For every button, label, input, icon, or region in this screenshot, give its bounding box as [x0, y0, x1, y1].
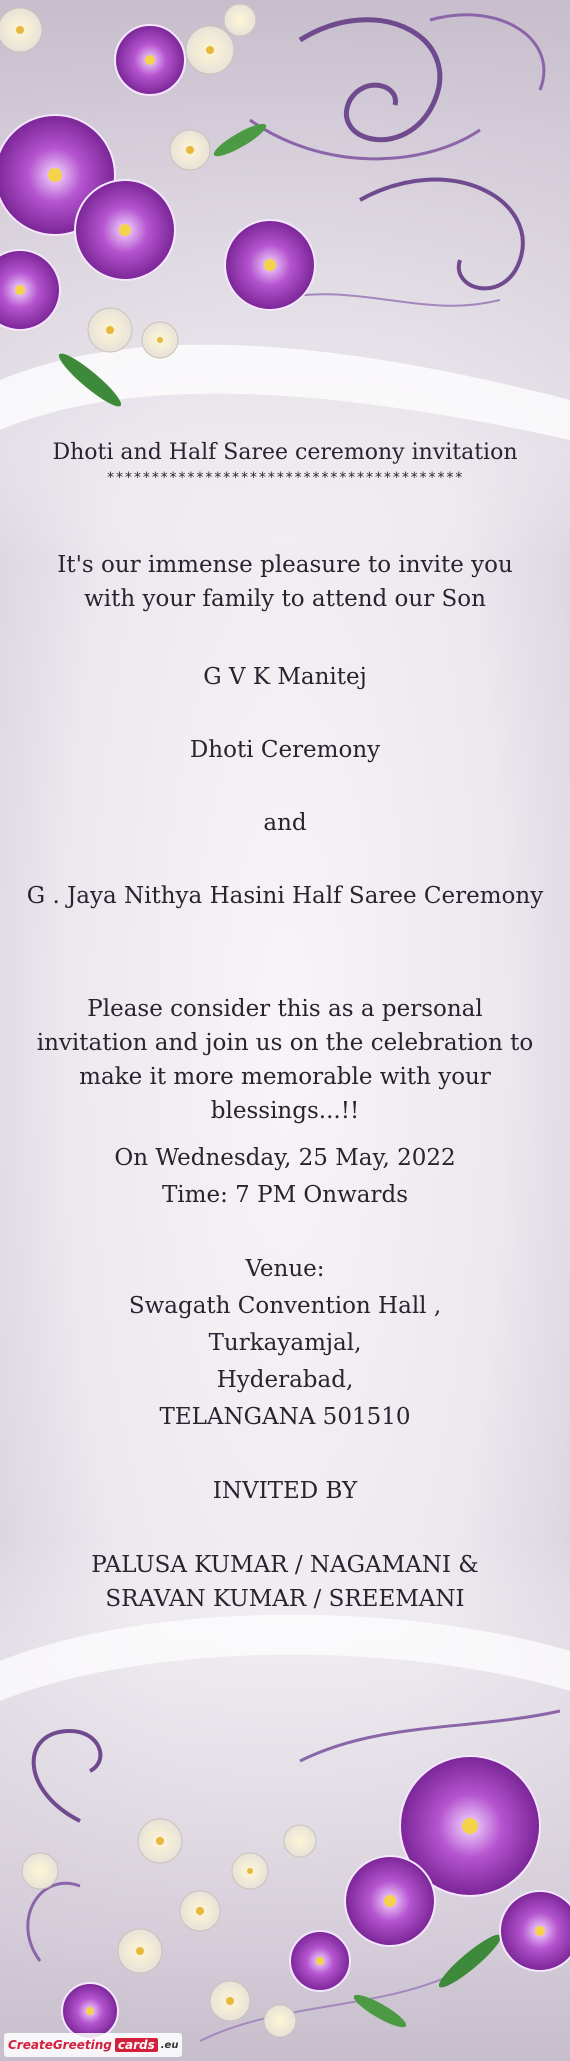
half-saree-ceremony-label: G . Jaya Nithya Hasini Half Saree Ceremony: [26, 883, 544, 909]
site-logo[interactable]: [4, 2033, 182, 2057]
floral-bottom-decoration: [0, 1541, 570, 2061]
and-text: and: [263, 810, 307, 836]
son-name: G V K Manitej: [203, 664, 367, 690]
venue-line-2: Turkayamjal,: [208, 1330, 362, 1356]
invitation-title: Dhoti and Half Saree ceremony invitation: [52, 440, 518, 465]
personal-invitation-text: Please consider this as a personal invitation and join us on the celebration to make it more memorable with your blessings...!!: [36, 996, 534, 1124]
venue-line-3: Hyderabad,: [216, 1367, 354, 1393]
venue-line-1: Swagath Convention Hall ,: [128, 1293, 442, 1319]
logo-text-domain: .eu: [160, 2039, 179, 2051]
event-time: Time: 7 PM Onwards: [161, 1182, 409, 1208]
logo-text-badge: cards: [115, 2038, 158, 2052]
intro-text: It's our immense pleasure to invite you with your family to attend our Son: [57, 552, 513, 612]
event-date: On Wednesday, 25 May, 2022: [114, 1145, 456, 1171]
title-divider-stars: ****************************************: [106, 470, 464, 486]
venue-label: Venue:: [245, 1256, 325, 1282]
logo-text-main: CreateGreeting: [8, 2038, 112, 2052]
invited-by-label: INVITED BY: [212, 1478, 358, 1504]
hosts-names: PALUSA KUMAR / NAGAMANI & SRAVAN KUMAR / SREEMANI: [91, 1552, 479, 1612]
dhoti-ceremony-label: Dhoti Ceremony: [189, 737, 381, 763]
venue-line-4: TELANGANA 501510: [159, 1404, 411, 1430]
